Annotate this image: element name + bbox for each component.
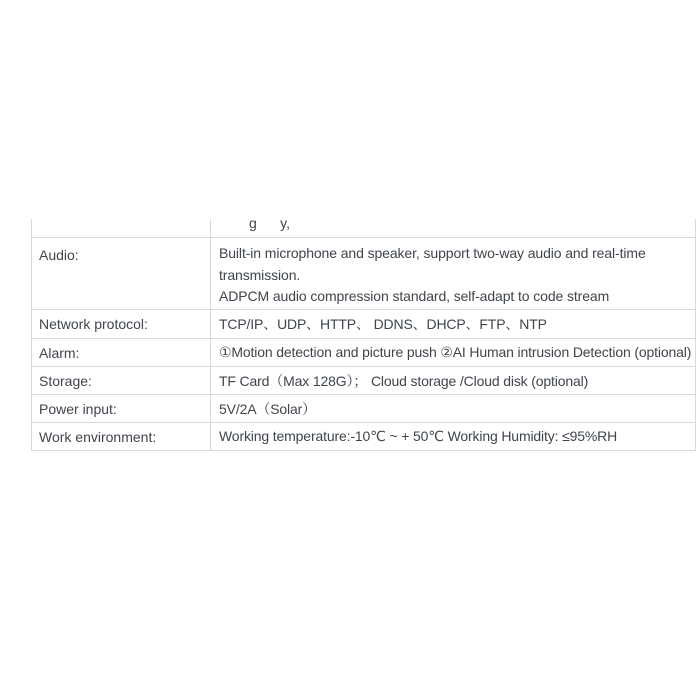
spec-label-alarm: Alarm: (32, 339, 211, 366)
spec-table (31, 215, 696, 451)
spec-value-power-input: 5V/2A（Solar） (219, 400, 317, 417)
table-row-power-input (32, 395, 695, 423)
spec-label-storage: Storage: (32, 367, 211, 394)
spec-value-alarm: ①Motion detection and picture push ②AI Human intrusion Detection (optional) (219, 344, 692, 360)
spec-value-storage: TF Card（Max 128G）； Cloud storage /Cloud disk (optional) (219, 372, 589, 389)
table-row-audio (32, 238, 695, 310)
spec-value-network-protocol: TCP/IP、UDP、HTTP、 DDNS、DHCP、FTP、NTP (219, 316, 547, 332)
audio-line-3: ADPCM audio compression standard, self-adapt to code stream (219, 288, 610, 304)
spec-label-audio: Audio: (32, 238, 211, 309)
spec-value-work-environment: Working temperature:-10℃ ~ + 50℃ Working Humidity: ≤95%RH (219, 428, 618, 444)
table-row-alarm (32, 339, 695, 367)
clipped-text-fragment (249, 215, 389, 238)
table-row-storage (32, 367, 695, 395)
table-row-work-environment (32, 423, 695, 451)
spec-label-work-environment: Work environment: (32, 423, 211, 450)
audio-line-1: Built-in microphone and speaker, support two-way audio and real-time (219, 245, 646, 261)
spec-value-audio (211, 238, 695, 309)
clipped-text: g y, (249, 215, 290, 231)
spec-label-power-input: Power input: (32, 395, 211, 422)
table-row-network-protocol (32, 310, 695, 339)
spec-value-partial (211, 215, 695, 237)
audio-line-2: transmission. (219, 266, 301, 283)
spec-label-partial (32, 219, 211, 237)
table-row-partial (32, 215, 695, 238)
spec-label-network-protocol: Network protocol: (32, 310, 211, 338)
